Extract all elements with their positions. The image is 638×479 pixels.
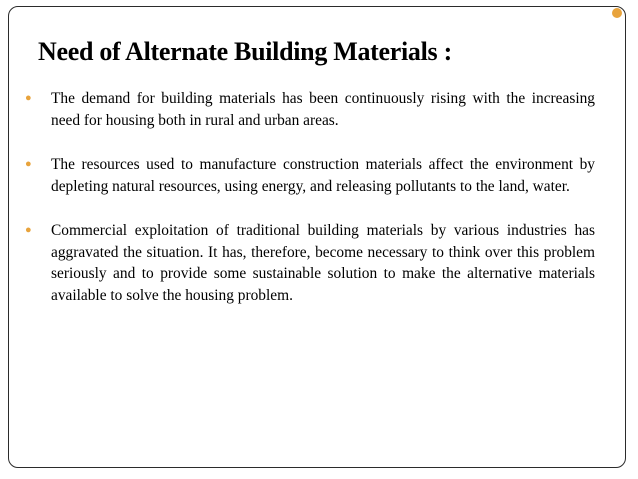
- bullet-item: [20, 220, 595, 306]
- bullet-item: [20, 154, 595, 197]
- bullet-dot-icon: ●: [25, 158, 32, 170]
- slide-title: Need of Alternate Building Materials :: [38, 37, 452, 66]
- bullet-item: [20, 88, 595, 131]
- bullet-text: Commercial exploitation of traditional building materials by various industries has aggravated the situation. It has, therefore, become necessary to think over this problem seriously and to provide some sustainable solution to make the alternative materials available to solve the housing problem.: [51, 222, 595, 304]
- bullet-dot-icon: ●: [25, 92, 32, 104]
- bullet-list: [20, 88, 595, 329]
- bullet-dot-icon: ●: [25, 224, 32, 236]
- bullet-text: The demand for building materials has been continuously rising with the increasing need for housing both in rural and urban areas.: [51, 90, 595, 129]
- corner-accent-dot: [612, 8, 622, 18]
- bullet-text: The resources used to manufacture construction materials affect the environment by depleting natural resources, using energy, and releasing pollutants to the land, water.: [51, 156, 595, 195]
